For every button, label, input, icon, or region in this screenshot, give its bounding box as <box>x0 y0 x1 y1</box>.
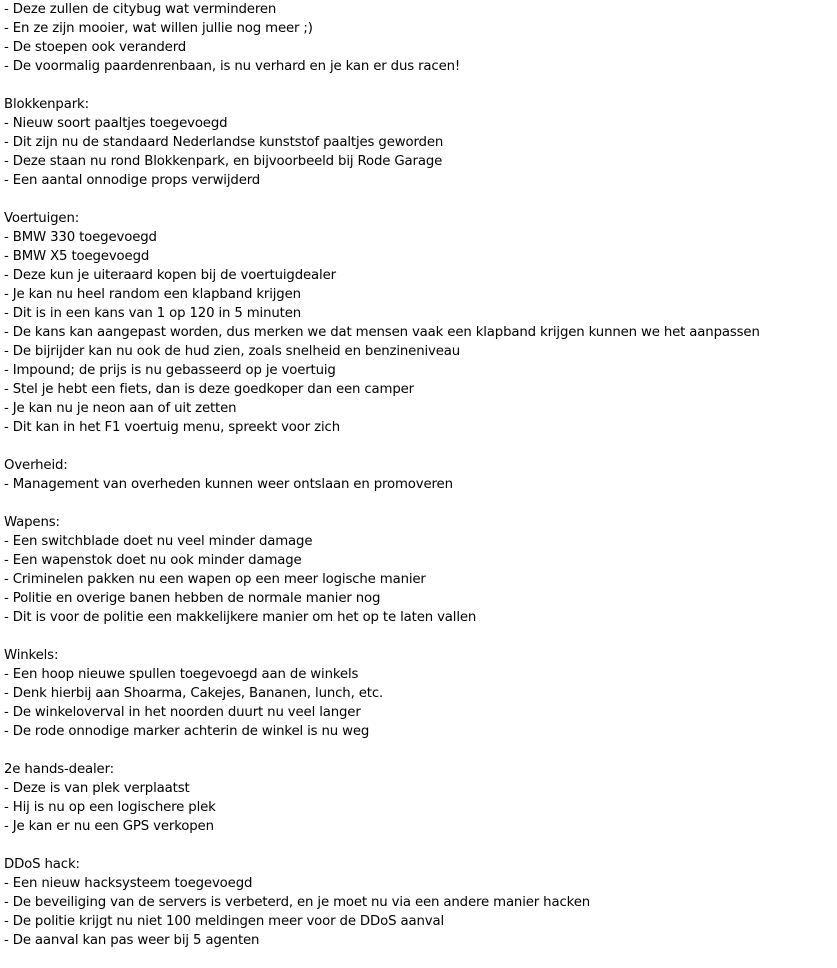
list-item: - De rode onnodige marker achterin de winkel is nu weg <box>4 724 370 739</box>
spacer <box>4 494 834 513</box>
list-item: - De winkeloverval in het noorden duurt nu veel langer <box>4 705 361 720</box>
section-2e-hands-dealer <box>4 760 834 836</box>
list-item: - Hij is nu op een logischere plek <box>4 800 216 815</box>
list-item: - Dit is in een kans van 1 op 120 in 5 minuten <box>4 306 302 321</box>
list-item: - Stel je hebt een fiets, dan is deze goedkoper dan een camper <box>4 382 414 397</box>
list-item: - De kans kan aangepast worden, dus merken we dat mensen vaak een klapband krijgen kunnen we het aanpassen <box>4 325 760 340</box>
list-item: - Een switchblade doet nu veel minder damage <box>4 534 313 549</box>
list-item: - De beveiliging van de servers is verbeterd, en je moet nu via een andere manier hacken <box>4 895 591 910</box>
spacer <box>4 741 834 760</box>
list-item: - Deze kun je uiteraard kopen bij de voertuigdealer <box>4 268 336 283</box>
list-item: - Politie en overige banen hebben de normale manier nog <box>4 591 381 606</box>
list-item: - Je kan nu je neon aan of uit zetten <box>4 401 237 416</box>
list-item: - Dit kan in het F1 voertuig menu, spreekt voor zich <box>4 420 340 435</box>
section-title: DDoS hack: <box>4 857 80 872</box>
section-wapens <box>4 513 834 627</box>
spacer <box>4 190 834 209</box>
list-item: - Een hoop nieuwe spullen toegevoegd aan de winkels <box>4 667 359 682</box>
list-item: - Impound; de prijs is nu gebasseerd op je voertuig <box>4 363 336 378</box>
list-item: - Je kan nu heel random een klapband krijgen <box>4 287 301 302</box>
section-title: Overheid: <box>4 458 68 473</box>
section-ddos-hack <box>4 855 834 950</box>
list-item: - Een aantal onnodige props verwijderd <box>4 173 261 188</box>
spacer <box>4 437 834 456</box>
section-overheid <box>4 456 834 494</box>
changelog-document <box>4 0 834 950</box>
spacer <box>4 76 834 95</box>
list-item: - BMW X5 toegevoegd <box>4 249 150 264</box>
list-item: - Deze staan nu rond Blokkenpark, en bijvoorbeeld bij Rode Garage <box>4 154 443 169</box>
list-item: - Een wapenstok doet nu ook minder damage <box>4 553 302 568</box>
list-item: - BMW 330 toegevoegd <box>4 230 157 245</box>
section-winkels <box>4 646 834 741</box>
spacer <box>4 836 834 855</box>
intro-list <box>4 0 834 76</box>
intro-item: - En ze zijn mooier, wat willen jullie nog meer ;) <box>4 21 313 36</box>
list-item: - Management van overheden kunnen weer ontslaan en promoveren <box>4 477 453 492</box>
list-item: - Dit zijn nu de standaard Nederlandse kunststof paaltjes geworden <box>4 135 444 150</box>
list-item: - De aanval kan pas weer bij 5 agenten <box>4 933 260 948</box>
intro-item: - De voormalig paardenrenbaan, is nu verhard en je kan er dus racen! <box>4 59 461 74</box>
list-item: - Je kan er nu een GPS verkopen <box>4 819 214 834</box>
list-item: - Dit is voor de politie een makkelijkere manier om het op te laten vallen <box>4 610 477 625</box>
section-title: Blokkenpark: <box>4 97 89 112</box>
section-title: Voertuigen: <box>4 211 80 226</box>
list-item: - De politie krijgt nu niet 100 meldingen meer voor de DDoS aanval <box>4 914 444 929</box>
section-title: 2e hands-dealer: <box>4 762 114 777</box>
section-voertuigen <box>4 209 834 437</box>
intro-item: - Deze zullen de citybug wat verminderen <box>4 2 277 17</box>
list-item: - De bijrijder kan nu ook de hud zien, zoals snelheid en benzineniveau <box>4 344 461 359</box>
list-item: - Een nieuw hacksysteem toegevoegd <box>4 876 253 891</box>
spacer <box>4 627 834 646</box>
section-title: Winkels: <box>4 648 59 663</box>
section-blokkenpark <box>4 95 834 190</box>
list-item: - Deze is van plek verplaatst <box>4 781 190 796</box>
section-title: Wapens: <box>4 515 60 530</box>
list-item: - Criminelen pakken nu een wapen op een meer logische manier <box>4 572 426 587</box>
list-item: - Nieuw soort paaltjes toegevoegd <box>4 116 228 131</box>
list-item: - Denk hierbij aan Shoarma, Cakejes, Bananen, lunch, etc. <box>4 686 384 701</box>
intro-item: - De stoepen ook veranderd <box>4 40 187 55</box>
